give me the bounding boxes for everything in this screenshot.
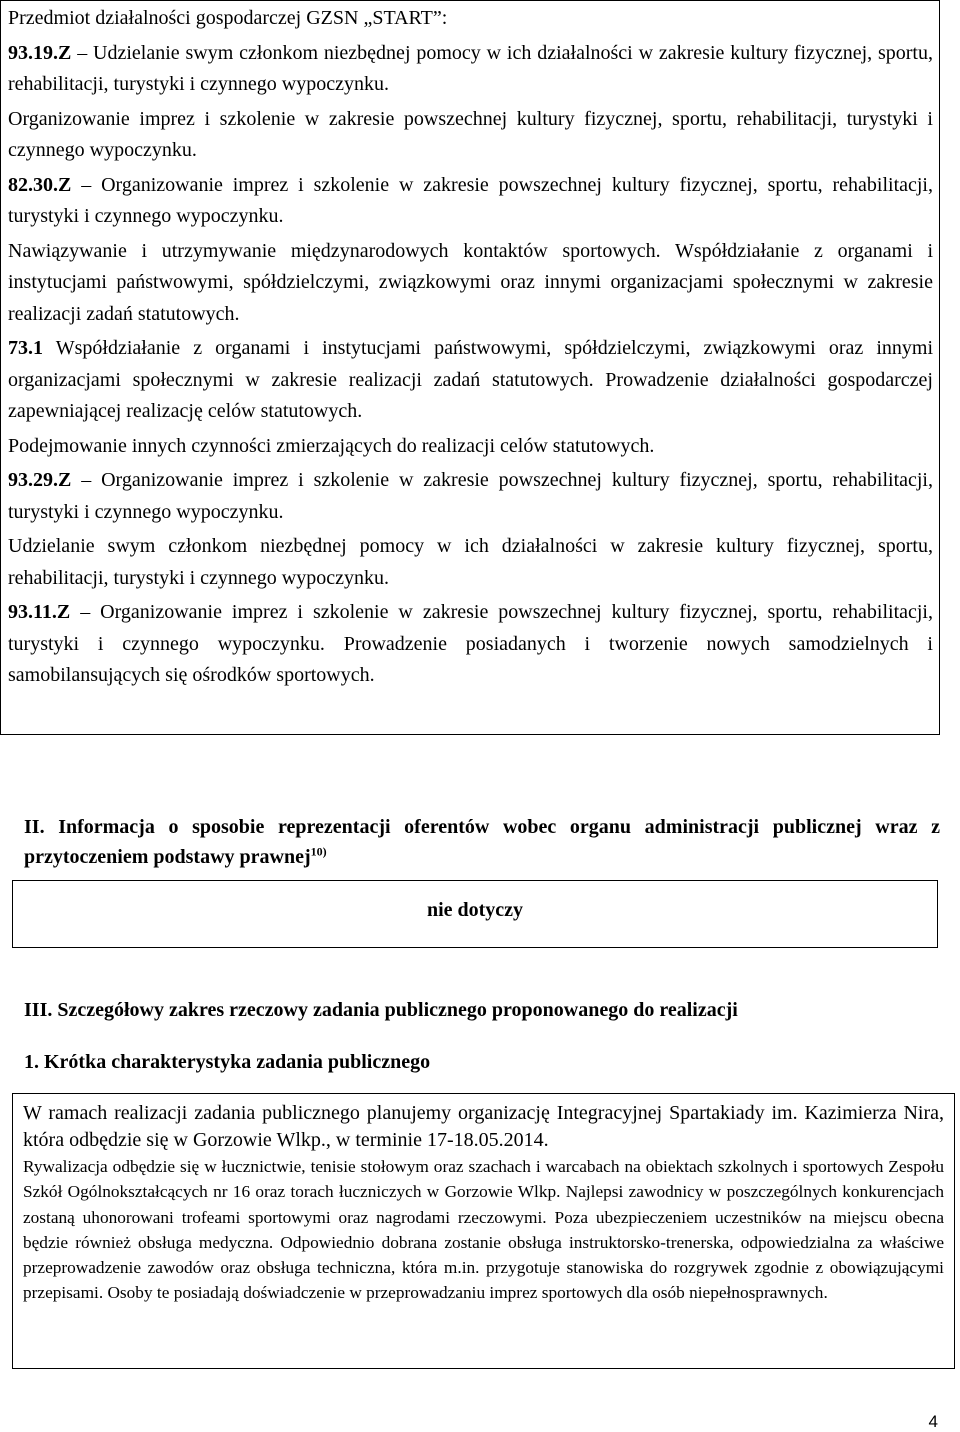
- activity-text: Podejmowanie innych czynności zmierzających do realizacji celów statutowych.: [8, 434, 655, 457]
- activity-code: 93.29.Z: [8, 469, 72, 491]
- activity-item: [8, 170, 933, 233]
- activity-item: [8, 236, 933, 331]
- activity-text: Organizowanie imprez i szkolenie w zakresie powszechnej kultury fizycznej, sportu, rehabilitacji, turystyki i czynnego wypoczynku.: [8, 107, 933, 161]
- activity-item: [8, 465, 933, 528]
- activity-text: Udzielanie swym członkom niezbędnej pomocy w ich działalności w zakresie kultury fizycznej, sportu, rehabilitacji, turystyki i czynnego wypoczynku.: [8, 535, 933, 589]
- task-description-intro: W ramach realizacji zadania publicznego planujemy organizację Integracyjnej Spartakiady im. Kazimierza Nira, która odbędzie się w Gorzowie Wlkp., w terminie 17-18.05.2014.: [23, 1102, 944, 1151]
- representation-box: [12, 880, 938, 948]
- activity-code: 93.11.Z: [8, 601, 71, 623]
- activity-item: [8, 38, 933, 101]
- representation-value: nie dotyczy: [426, 899, 524, 921]
- activity-code: 82.30.Z: [8, 173, 72, 196]
- section-3-1-heading: 1. Krótka charakterystyka zadania publicznego: [24, 1051, 431, 1073]
- activity-text: – Udzielanie swym członkom niezbędnej pomocy w ich działalności w zakresie kultury fizycznej, sportu, rehabilitacji, turystyki i czynnego wypoczynku.: [8, 41, 933, 95]
- activity-item: [8, 104, 933, 167]
- activity-text: Współdziałanie z organami i instytucjami państwowymi, spółdzielczymi, związkowymi oraz innymi organizacjami społecznymi w zakresie realizacji zadań statutowych. Prowadzenie działalności gospodarczej zapewniającej realizację celów statutowych.: [8, 337, 933, 422]
- activity-text: – Organizowanie imprez i szkolenie w zakresie powszechnej kultury fizycznej, sportu, rehabilitacji, turystyki i czynnego wypoczynku. Prowadzenie posiadanych i tworzenie nowych samodzielnych i samobilansujących się ośrodków sportowych.: [8, 601, 933, 686]
- page-number: 4: [928, 1412, 938, 1431]
- activity-item: [8, 333, 933, 428]
- activity-item: [8, 597, 933, 692]
- activity-text: – Organizowanie imprez i szkolenie w zakresie powszechnej kultury fizycznej, sportu, rehabilitacji, turystyki i czynnego wypoczynku.: [8, 469, 933, 523]
- section-2-heading: [24, 812, 940, 872]
- footnote-marker: 10): [310, 844, 327, 859]
- activity-text: – Organizowanie imprez i szkolenie w zakresie powszechnej kultury fizycznej, sportu, rehabilitacji, turystyki i czynnego wypoczynku.: [8, 173, 933, 227]
- section-3-heading: III. Szczegółowy zakres rzeczowy zadania publicznego proponowanego do realizacji: [24, 999, 738, 1021]
- section-2-heading-text: II. Informacja o sposobie reprezentacji oferentów wobec organu administracji publicznej wraz z przytoczeniem podstawy prawnej: [24, 816, 940, 868]
- activity-code: 73.1: [8, 337, 43, 359]
- business-activity-title: Przedmiot działalności gospodarczej GZSN „START”:: [8, 7, 448, 29]
- activity-text: Nawiązywanie i utrzymywanie międzynarodowych kontaktów sportowych. Współdziałanie z organami i instytucjami państwowymi, spółdzielczymi, związkowymi oraz innymi organizacjami społecznymi w zakresie realizacji zadań statutowych.: [8, 239, 933, 325]
- task-description-body: Rywalizacja odbędzie się w łucznictwie, tenisie stołowym oraz szachach i warcabach na obiektach szkolnych i sportowych Zespołu Szkół Ogólnokształcących nr 16 oraz torach łuczniczych w Gorzowie Wlkp. Najlepsi zawodnicy w poszczególnych konkurencjach zostaną uhonorowani trofeami sportowymi oraz nagrodami rzeczowymi. Poza ubezpieczeniem uczestników na miejscu obecna będzie również obsługa medyczna. Odpowiednio dobrana zostanie obsługa instruktorsko-trenerska, odpowiedzialna za właściwe przeprowadzenie zawodów oraz obsługa techniczna, która m.in. przygotuje stanowiska do rozgrywek zgodnie z obowiązującymi przepisami. Osoby te posiadają doświadczenie w przeprowadzaniu imprez sportowych dla osób niepełnosprawnych.: [23, 1157, 944, 1303]
- task-description-box: [12, 1093, 955, 1369]
- activity-code: 93.19.Z: [8, 41, 72, 64]
- activity-item: [8, 431, 933, 463]
- activity-item: [8, 531, 933, 594]
